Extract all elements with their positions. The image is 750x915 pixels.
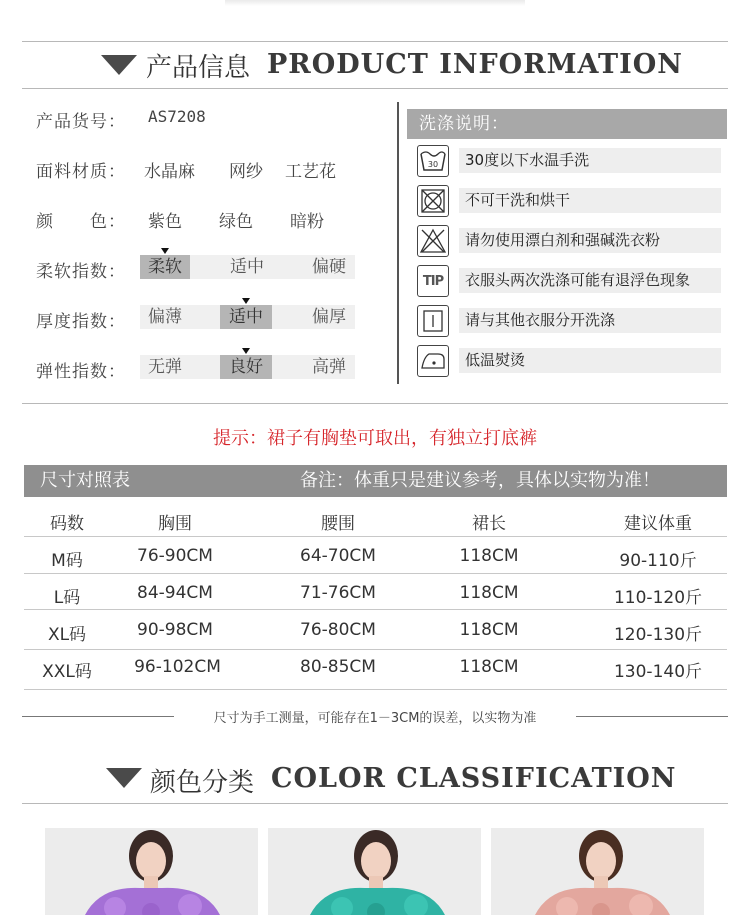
cell-waist: 76-80CM: [300, 620, 376, 640]
color-label: 颜 色：: [36, 212, 126, 232]
care-title: 洗涤说明：: [407, 109, 727, 139]
color-section-title-cn: 颜色分类: [150, 768, 255, 798]
care-text-no-bleach: 请勿使用漂白剂和强碱洗衣粉: [459, 228, 721, 253]
softness-option-soft: 柔软: [140, 255, 190, 279]
item-no-value: AS7208: [148, 107, 206, 126]
color-section-title-en: COLOR CLASSIFICATION: [271, 763, 677, 794]
color-value-3: 暗粉: [290, 212, 324, 232]
size-footnote: 尺寸为手工测量，可能存在1－3CM的误差，以实物为准: [213, 711, 537, 726]
col-header-waist: 腰围: [321, 514, 355, 534]
table-row-divider: [24, 536, 727, 537]
size-table-remark: 备注：体重只是建议参考，具体以实物为准！: [300, 470, 660, 491]
cell-bust: 76-90CM: [137, 546, 213, 566]
footnote-line-right: [576, 716, 728, 717]
cell-weight: 110-120斤: [613, 588, 703, 608]
thickness-label: 厚度指数：: [36, 312, 126, 332]
elasticity-pointer-icon: [242, 348, 250, 354]
softness-label: 柔软指数：: [36, 262, 126, 282]
cell-weight: 120-130斤: [613, 625, 703, 645]
cell-length: 118CM: [459, 546, 519, 566]
elasticity-option-high: 高弹: [312, 357, 346, 377]
softness-option-hard: 偏硬: [312, 257, 346, 277]
cell-waist: 71-76CM: [300, 583, 376, 603]
divider-info-bottom: [22, 403, 728, 404]
care-text-tip: 衣服头两次洗涤可能有退浮色现象: [459, 268, 721, 293]
col-header-weight: 建议体重: [624, 514, 692, 534]
thickness-pointer-icon: [242, 298, 250, 304]
elasticity-scale: [140, 355, 355, 379]
care-text-wash: 30度以下水温手洗: [459, 148, 721, 173]
tip-icon-text: TIP: [422, 273, 444, 289]
size-table-header-bar: [24, 465, 727, 497]
previous-image-edge: [225, 0, 525, 6]
divider-top: [22, 41, 728, 42]
care-text-iron: 低温熨烫: [459, 348, 721, 373]
table-row-divider: [24, 689, 727, 690]
product-info-title-en: PRODUCT INFORMATION: [267, 49, 683, 80]
col-header-bust: 胸围: [158, 514, 192, 534]
cell-bust: 96-102CM: [134, 657, 221, 677]
table-row-divider: [24, 573, 727, 574]
no-bleach-icon: [417, 225, 449, 257]
elasticity-label: 弹性指数：: [36, 362, 126, 382]
cell-weight: 130-140斤: [613, 662, 703, 682]
care-text-separate: 请与其他衣服分开洗涤: [459, 308, 721, 333]
cell-size: XL码: [47, 625, 87, 645]
table-row-divider: [24, 649, 727, 650]
cell-length: 118CM: [459, 657, 519, 677]
color-photo-pink[interactable]: [491, 828, 704, 915]
cell-waist: 80-85CM: [300, 657, 376, 677]
cell-length: 118CM: [459, 620, 519, 640]
low-iron-icon: [417, 345, 449, 377]
vertical-divider: [397, 102, 399, 384]
triangle-down-icon: [106, 768, 142, 788]
triangle-down-icon: [101, 55, 137, 75]
softness-option-medium: 适中: [230, 257, 264, 277]
no-dryclean-tumble-icon: [417, 185, 449, 217]
softness-scale: [140, 255, 355, 279]
separate-wash-icon: [417, 305, 449, 337]
softness-pointer-icon: [161, 248, 169, 254]
material-value-3: 工艺花: [285, 162, 336, 182]
cell-weight: 90-110斤: [619, 551, 697, 571]
care-text-no-dryclean: 不可干洗和烘干: [459, 188, 721, 213]
material-value-2: 网纱: [229, 162, 263, 182]
tip-icon: [417, 265, 449, 297]
color-photo-green[interactable]: [268, 828, 481, 915]
wash-30-icon: [417, 145, 449, 177]
thickness-option-thin: 偏薄: [148, 307, 182, 327]
svg-text:30: 30: [427, 160, 439, 169]
divider-color-header: [22, 803, 728, 804]
elasticity-option-good: 良好: [220, 355, 272, 379]
cell-length: 118CM: [459, 583, 519, 603]
material-label: 面料材质：: [36, 162, 126, 182]
color-photo-purple[interactable]: [45, 828, 258, 915]
cell-size: XXL码: [42, 662, 92, 682]
product-info-title-cn: 产品信息: [146, 53, 251, 83]
color-value-1: 紫色: [148, 212, 182, 232]
thickness-scale: [140, 305, 355, 329]
cell-size: L码: [53, 588, 81, 608]
table-row-divider: [24, 609, 727, 610]
thickness-option-thick: 偏厚: [312, 307, 346, 327]
material-value-1: 水晶麻: [144, 162, 195, 182]
cell-waist: 64-70CM: [300, 546, 376, 566]
thickness-option-medium: 适中: [220, 305, 272, 329]
item-no-label: 产品货号：: [36, 112, 126, 132]
divider-header-bottom: [22, 88, 728, 89]
notice-text: 提示：裙子有胸垫可取出，有独立打底裤: [213, 428, 537, 449]
cell-size: M码: [51, 551, 83, 571]
cell-bust: 90-98CM: [137, 620, 213, 640]
cell-bust: 84-94CM: [137, 583, 213, 603]
elasticity-option-none: 无弹: [148, 357, 182, 377]
size-table-title: 尺寸对照表: [40, 470, 130, 491]
col-header-size: 码数: [50, 514, 84, 534]
col-header-length: 裙长: [472, 514, 506, 534]
color-value-2: 绿色: [219, 212, 253, 232]
